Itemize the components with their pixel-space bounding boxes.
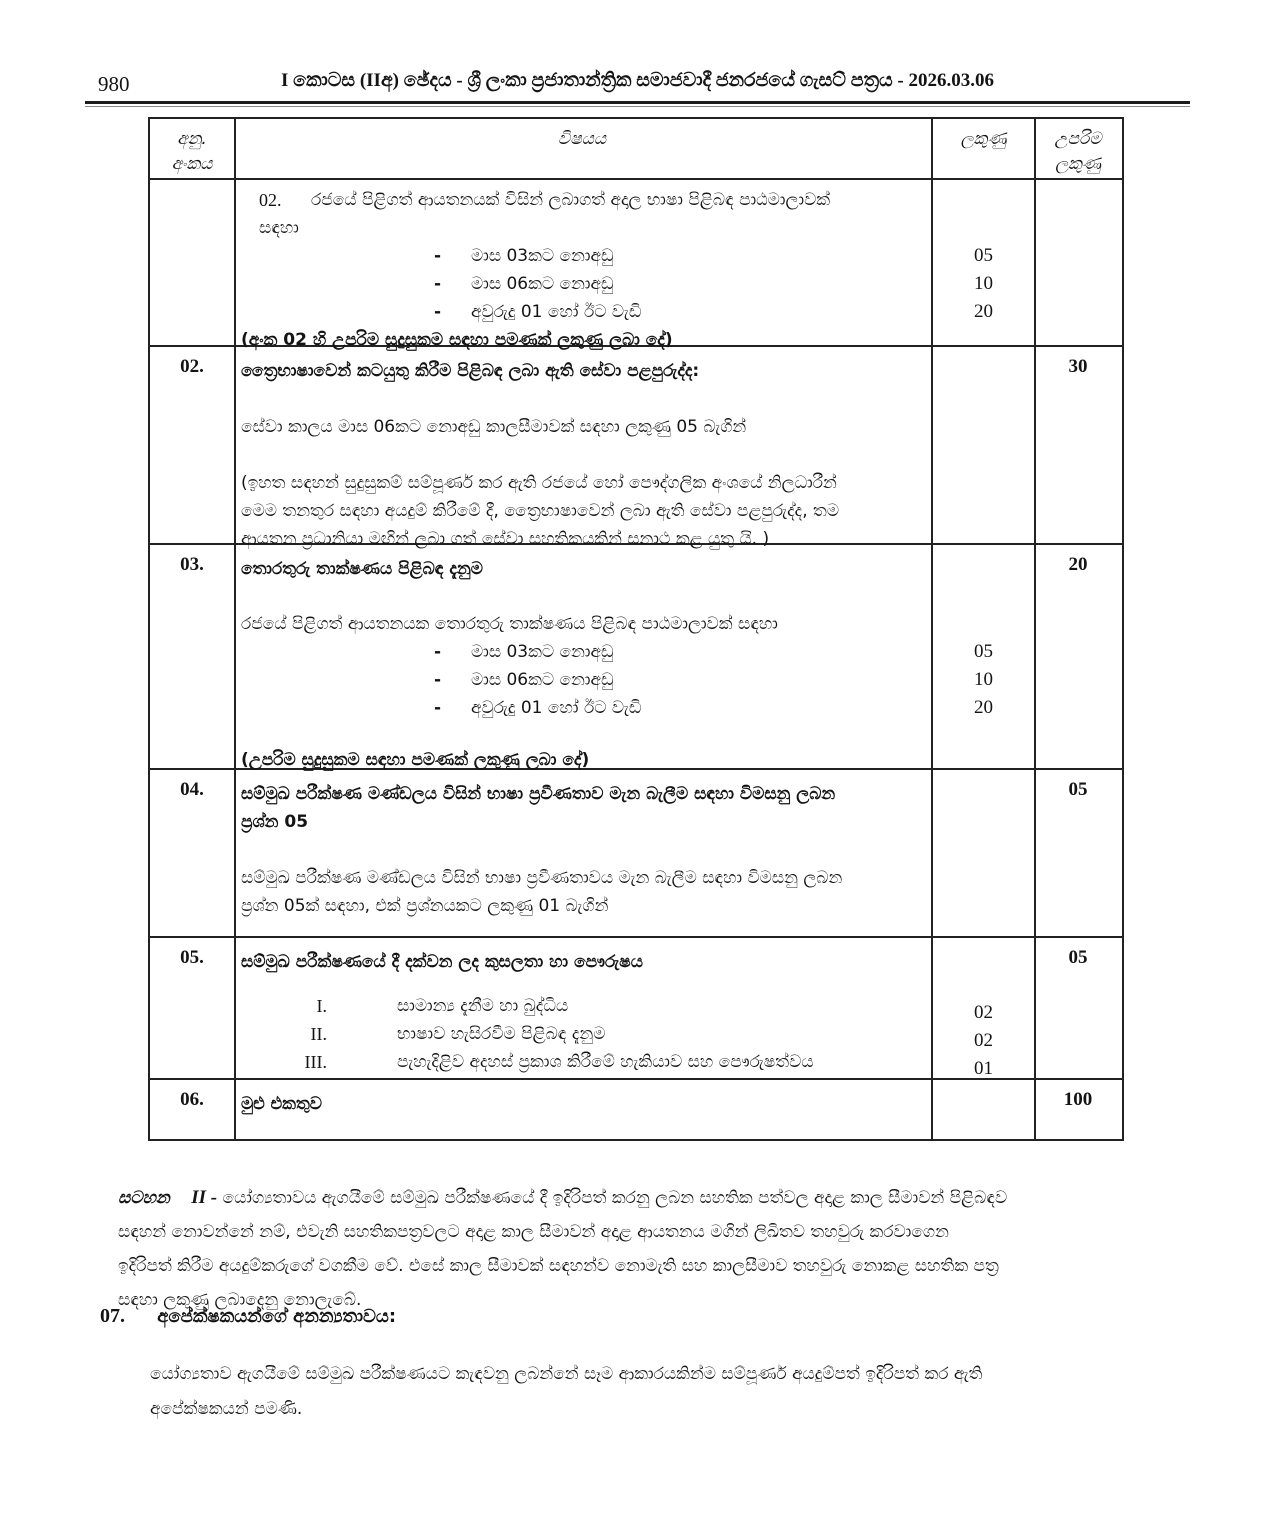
marks-values [933, 242, 1034, 326]
col-header-max-line2: ලකුණු [1055, 154, 1101, 174]
roman-numeral: III. [304, 1052, 327, 1072]
note-ii [118, 1181, 1188, 1317]
max-marks-cell: 100 [1063, 1089, 1093, 1110]
spacer [241, 722, 923, 746]
criteria-item [434, 694, 923, 722]
table-row-01-continuation [150, 178, 1122, 350]
note-ii-line1 [118, 1181, 1188, 1215]
marks-value: 02 [974, 1002, 993, 1023]
note-ii-text3: ඉදිරිපත් කිරීම අයදුම්කරුගේ වගකීම වේ. එසේ කාල සීමාවක් සඳහන්ව නොමැති සහ කාලසීමාව තහවුරු නොකළ සහතික පත්‍ර [118, 1256, 999, 1276]
interview-item [241, 992, 923, 1020]
spacer [241, 583, 923, 610]
note-ii-text1: යෝග්‍යතාවය ඇගයීමේ සම්මුඛ පරීක්ෂණයේ දී ඉදිරිපත් කරනු ලබන සහතික පත්වල අදාළ කාල සීමාවන් පිළිබඳව [222, 1188, 1008, 1208]
serial-cell: 04. [150, 770, 236, 936]
interview-item-text: පැහැදිළිව අදහස් ප්‍රකාශ කිරීමේ හැකියාව සහ පෞරුෂත්වය [397, 1052, 814, 1072]
row-note: (අංක 02 හි උපරිම සුදුසුකම සඳහා පමණක් ලකුණු ලබා දේ) [241, 330, 673, 350]
marks-cell-empty [933, 1080, 1036, 1139]
subject-cell [236, 1080, 933, 1139]
section-07-body-line1: යෝග්‍යතාව ඇගයීමේ සම්මුඛ පරීක්ෂණයට කැඳවනු ලබන්නේ සෑම ආකාරයකින්ම සම්පූර්ණ අයදුම්පත් ඉදිරිපත් කර ඇති [150, 1364, 983, 1384]
row-note: (උපරිම සුදුසුකම සඳහා පමණක් ලකුණු ලබා දේ) [241, 750, 590, 770]
dash-bullet: - [434, 670, 442, 690]
row-title: ත්‍රෛභාෂාවෙන් කටයුතු කිරීම පිළිබඳ ලබා ඇති සේවා පළපුරුද්ද: [241, 361, 700, 381]
row-paren-line: ආයතන ප්‍රධානියා මඟින් ලබා ගත් සේවා සහතිකයකින් සනාථ කළ යුතු යි. ) [241, 529, 770, 549]
row-body-line1: සම්මුඛ පරීක්ෂණ මණ්ඩලය විසින් භාෂා ප්‍රවීණතාවය මැන බැලීම සඳහා විමසනු ලබන [241, 868, 843, 888]
row-paren-line: මෙම තනතුර සඳහා අයදුම් කිරීමේ දී, ත්‍රෛභාෂාවෙන් ලබා ඇති සේවා පළපුරුද්ද, තම [241, 501, 840, 521]
marks-value: 02 [974, 1030, 993, 1051]
row-body-line2: ප්‍රශ්න 05ක් සඳහා, එක් ප්‍රශ්නයකට ලකුණු 01 බැගින් [241, 896, 609, 916]
criteria-text: අවුරුදු 01 හෝ ඊට වැඩි [471, 698, 642, 718]
max-marks-cell: 20 [1068, 554, 1088, 575]
sub-item [259, 186, 923, 214]
col-header-serial-line2: අංකය [171, 154, 213, 174]
row-body: සේවා කාලය මාස 06කට නොඅඩු කාලසීමාවක් සඳහා ලකුණු 05 බැගින් [241, 417, 747, 437]
table-row-06 [150, 1078, 1122, 1139]
dash-bullet: - [434, 698, 442, 718]
section-07-number: 07. [100, 1305, 125, 1327]
marks-value: 05 [974, 245, 993, 266]
marks-value: 10 [974, 273, 993, 294]
marks-cell [933, 180, 1036, 354]
header-rule-thick [85, 101, 1190, 104]
criteria-item [434, 638, 923, 666]
header-rule-thin [85, 106, 1190, 107]
subject-cell [236, 180, 933, 354]
section-07-title: අපේක්ෂකයන්ගේ අනන්‍යතාවය: [157, 1306, 397, 1327]
dash-bullet: - [434, 246, 442, 266]
max-marks-cell: 05 [1068, 947, 1088, 968]
table-header-row [150, 119, 1122, 178]
roman-numeral: I. [316, 996, 327, 1016]
header-rule [85, 101, 1190, 107]
note-ii-text4: සඳහා ලකුණු ලබාදෙනු නොලැබේ. [118, 1290, 362, 1310]
page-number: 980 [98, 72, 130, 96]
col-header-max-marks [1036, 119, 1120, 178]
subject-cell [236, 938, 933, 1083]
serial-cell: 03. [150, 545, 236, 774]
marks-values [933, 638, 1034, 722]
dash-bullet: - [434, 274, 442, 294]
interview-item [241, 1020, 923, 1048]
marks-cell-empty [933, 347, 1036, 553]
interview-item [241, 1048, 923, 1076]
marks-cell [933, 938, 1036, 1083]
marks-cell-empty [933, 770, 1036, 936]
table-row-04 [150, 768, 1122, 936]
criteria-text: මාස 06කට නොඅඩු [471, 274, 614, 294]
row-body: රජයේ පිළිගත් ආයතනයක තොරතුරු තාක්ෂණය පිළිබඳ පාඨමාලාවක් සඳහා [241, 614, 778, 634]
note-ii-label: සටහන [118, 1188, 170, 1208]
col-header-marks: ලකුණු [933, 119, 1036, 178]
interview-item-text: භාෂාව හැසිරවීම පිළිබඳ දැනුම [397, 1024, 606, 1044]
serial-cell: 06. [150, 1080, 236, 1139]
spacer [241, 385, 923, 413]
criteria-text: මාස 03කට නොඅඩු [471, 642, 614, 662]
dash-bullet: - [434, 302, 442, 322]
marks-cell [933, 545, 1036, 774]
row-title: සම්මුඛ පරීක්ෂණයේ දී දක්වන ලද කුසලතා හා පෞරුෂය [241, 952, 643, 972]
table-row-05 [150, 936, 1122, 1078]
serial-cell-empty [150, 180, 236, 354]
section-07-body [150, 1357, 1185, 1427]
criteria-item [434, 242, 923, 270]
note-ii-text2: සඳහන් නොවන්නේ නම්, එවැනි සහතිකපත්‍රවලට අදාළ කාල සීමාවන් අදාළ ආයතනය මගින් ලිඛිතව තහවුරු කරවාගෙන [118, 1222, 949, 1242]
section-07-body-line2: අපේක්ෂකයන් පමණි. [150, 1399, 303, 1419]
row-title-line1: සම්මුඛ පරීක්ෂණ මණ්ඩලය විසින් භාෂා ප්‍රවීණතාව මැන බැලීම සඳහා විමසනු ලබන [241, 784, 836, 804]
marks-value: 05 [974, 641, 993, 662]
row-title: මුළු එකතුව [241, 1094, 322, 1114]
table-row-02 [150, 345, 1122, 549]
criteria-text: මාස 03කට නොඅඩු [471, 246, 614, 266]
spacer [241, 836, 923, 864]
max-marks-cell-empty [1036, 180, 1120, 354]
max-marks-cell: 30 [1068, 356, 1088, 377]
subject-cell [236, 347, 933, 553]
criteria-text: මාස 06කට නොඅඩු [471, 670, 614, 690]
spacer [241, 976, 923, 992]
row-paren-line: (ඉහත සඳහන් සුදුසුකම් සම්පූර්ණ කර ඇති රජයේ හෝ පෞද්ගලික අංශයේ නිලධාරීන් [241, 473, 837, 493]
serial-cell: 02. [150, 347, 236, 553]
section-07-heading [100, 1305, 1180, 1328]
serial-cell: 05. [150, 938, 236, 1083]
col-header-subject: විෂයය [236, 119, 933, 178]
marks-values [933, 999, 1034, 1083]
criteria-item [434, 298, 923, 326]
running-head [0, 70, 1275, 98]
table-row-03 [150, 543, 1122, 768]
subject-cell [236, 545, 933, 774]
roman-numeral: II. [310, 1024, 327, 1044]
col-header-max-line1: උපරිම [1054, 129, 1102, 149]
criteria-item [434, 666, 923, 694]
marks-value: 20 [974, 697, 993, 718]
interview-item-text: සාමාන්‍ය දැනීම හා බුද්ධිය [397, 996, 569, 1016]
row-title-line2: ප්‍රශ්න 05 [241, 812, 309, 832]
max-marks-cell: 05 [1068, 779, 1088, 800]
criteria-item [434, 270, 923, 298]
col-header-serial-line1: අනු. [177, 129, 207, 149]
row-title: තොරතුරු තාක්ෂණය පිළිබඳ දැනුම [241, 559, 483, 579]
sub-item-number: 02. [259, 190, 282, 210]
gazette-header-title: I කොටස (IIඅ) ඡේදය - ශ්‍රී ලංකා ප්‍රජාතාන්ත්‍රික සමාජවාදී ජනරජයේ ගැසට් පත්‍රය - 2026.03.06 [281, 70, 994, 91]
sub-item-text-wrap: සඳහා [259, 218, 299, 238]
col-header-serial [150, 119, 236, 178]
marks-value: 01 [974, 1058, 993, 1079]
sub-item-text: රජයේ පිළිගත් ආයතනයක් විසින් ලබාගත් අදාල භාෂා පිළිබඳ පාඨමාලාවක් [311, 190, 831, 210]
spacer [241, 441, 923, 469]
marks-value: 10 [974, 669, 993, 690]
marks-value: 20 [974, 301, 993, 322]
note-ii-numeral: II - [191, 1187, 218, 1208]
criteria-text: අවුරුදු 01 හෝ ඊට වැඩි [471, 302, 642, 322]
dash-bullet: - [434, 642, 442, 662]
marks-table [148, 117, 1124, 1141]
subject-cell [236, 770, 933, 936]
